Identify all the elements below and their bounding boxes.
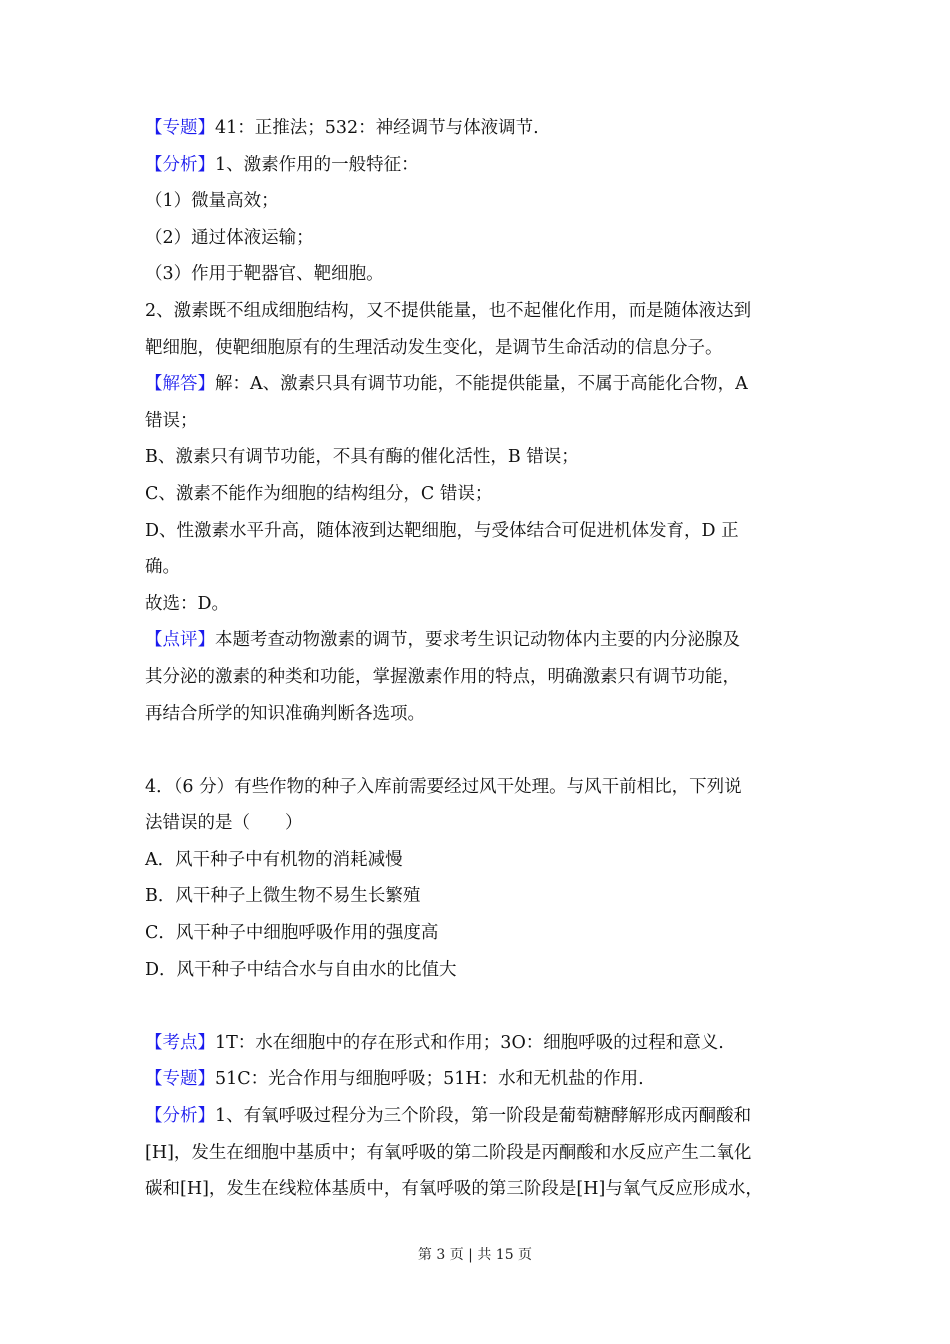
text-line: 确。 (145, 557, 180, 578)
spacer (145, 988, 815, 1025)
text: 1、激素作用的一般特征： (215, 154, 419, 175)
text: 1、有氧呼吸过程分为三个阶段，第一阶段是葡萄糖酵解形成丙酮酸和 (215, 1106, 752, 1127)
spacer (145, 732, 815, 769)
text-line: 碳和[H]，发生在线粒体基质中，有氧呼吸的第三阶段是[H]与氧气反应形成水， (145, 1179, 763, 1200)
text-line: 错误； (145, 410, 198, 431)
q3-jieda (145, 366, 815, 403)
q3-fenxi (145, 147, 815, 184)
section-tag: 【考点】 (145, 1032, 215, 1053)
text-line: D、性激素水平升高，随体液到达靶细胞，与受体结合可促进机体发育，D 正 (145, 520, 739, 541)
text-line: 其分泌的激素的种类和功能，掌握激素作用的特点，明确激素只有调节功能， (145, 666, 740, 687)
text-line: （3）作用于靶器官、靶细胞。 (145, 264, 384, 285)
option-d: D．风干种子中结合水与自由水的比值大 (145, 959, 457, 980)
text-line: 靶细胞，使靶细胞原有的生理活动发生变化，是调节生命活动的信息分子。 (145, 337, 723, 358)
option-c: C．风干种子中细胞呼吸作用的强度高 (145, 923, 439, 944)
q4-stem: 4．（6 分）有些作物的种子入库前需要经过风干处理。与风干前相比，下列说 (145, 776, 742, 797)
text: 解：A、激素只具有调节功能，不能提供能量，不属于高能化合物，A (215, 374, 748, 395)
text: 51C：光合作用与细胞呼吸；51H：水和无机盐的作用. (215, 1069, 644, 1090)
q3-dianping (145, 622, 815, 659)
q4-zhuanti (145, 1061, 815, 1098)
q4-fenxi (145, 1098, 815, 1135)
section-tag: 【专题】 (145, 118, 215, 138)
text-line: 故选：D。 (145, 593, 230, 614)
text: 1T：水在细胞中的存在形式和作用；3O：细胞呼吸的过程和意义. (215, 1032, 724, 1053)
option-b: B．风干种子上微生物不易生长繁殖 (145, 886, 421, 907)
document-body (145, 110, 815, 1208)
text: 41：正推法；532：神经调节与体液调节. (215, 118, 539, 138)
text-line: 再结合所学的知识准确判断各选项。 (145, 703, 425, 724)
q4-kaodian (145, 1025, 815, 1062)
section-tag: 【点评】 (145, 630, 215, 651)
text-line: C、激素不能作为细胞的结构组分，C 错误； (145, 483, 493, 504)
text-line: B、激素只有调节功能，不具有酶的催化活性，B 错误； (145, 447, 579, 468)
section-tag: 【专题】 (145, 1069, 215, 1090)
section-tag: 【分析】 (145, 154, 215, 175)
text: 本题考查动物激素的调节，要求考生识记动物体内主要的内分泌腺及 (215, 630, 740, 651)
section-tag: 【分析】 (145, 1106, 215, 1127)
q4-stem: 法错误的是（ ） (145, 813, 303, 834)
text-line: （2）通过体液运输； (145, 227, 314, 248)
text-line: [H]，发生在细胞中基质中；有氧呼吸的第二阶段是丙酮酸和水反应产生二氧化 (145, 1142, 752, 1163)
text-line: 2、激素既不组成细胞结构，又不提供能量，也不起催化作用，而是随体液达到 (145, 300, 752, 321)
page-footer: 第 3 页 | 共 15 页 (417, 1247, 533, 1263)
text-line: （1）微量高效； (145, 191, 279, 212)
q3-zhuanti (145, 110, 815, 147)
section-tag: 【解答】 (145, 374, 215, 395)
option-a: A．风干种子中有机物的消耗减慢 (145, 849, 403, 870)
